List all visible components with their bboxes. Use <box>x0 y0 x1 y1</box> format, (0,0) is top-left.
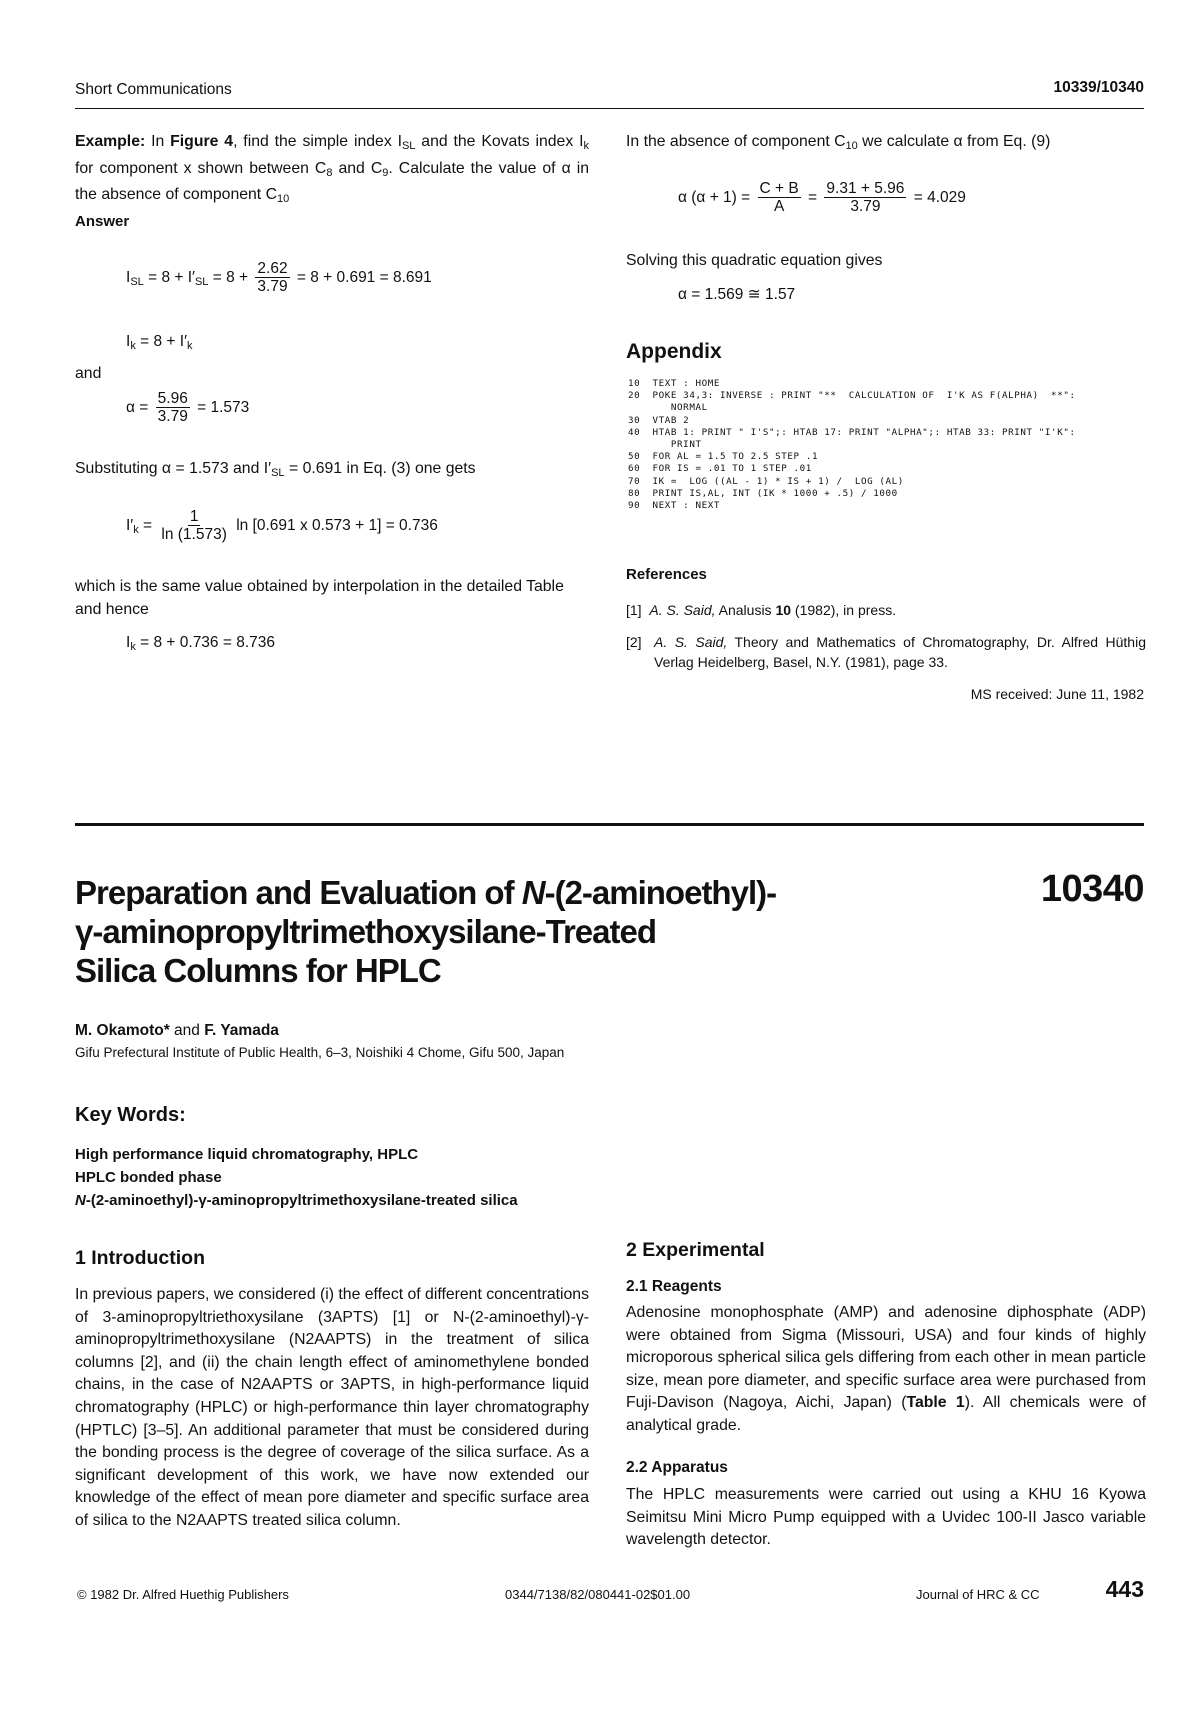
text: Adenosine monophosphate (AMP) and adenosine diphosphate (ADP) were obtained from Sigma (Missouri, USA) and four kinds of highly microporous spherical silica gels differing from each other in mean particle size, mean pore diameter, and specific surface area were purchased from Fuji-Davison (Nagoya, Aichi, Japan) ( <box>626 1304 1146 1412</box>
denominator: A <box>773 198 785 215</box>
eq-term: I <box>126 333 131 350</box>
ref-volume: 10 <box>775 602 792 618</box>
fraction <box>758 180 801 216</box>
interpolation-text: which is the same value obtained by interpolation in the detailed Table and hence <box>75 578 564 618</box>
subsection-reagents-title: 2.1 Reagents <box>626 1278 722 1295</box>
keyword-italic: N <box>75 1192 86 1209</box>
introduction-text: In previous papers, we considered (i) the effect of different concentrations of 3-aminopropyltriethoxysilane (3APTS) [1] or N-(2-aminoethyl)-γ-aminopropyltrimethoxysilane (N2AAPTS) in the treatment of silica columns [2], and (ii) the chain length effect of aminomethylene bonded chains, in the case of N2AAPTS or 3APTS, in high-performance liquid chromatography (HPLC) or high-performance thin layer chromatography (HPTLC) [3–5]. An additional parameter that must be considered during the bonding process is the degree of coverage of the silica surface. As a significant development of this work, we have now extended our knowledge of the effect of mean pore diameter and specific surface area of silica to the N2AAPTS treated silica column. <box>75 1286 589 1529</box>
apparatus-text: The HPLC measurements were carried out using a KHU 16 Kyowa Seimitsu Mini Micro Pump equipped with a Uvidec 100-II Jasco variable wavelength detector. <box>626 1486 1146 1549</box>
article-title <box>75 873 975 990</box>
solving-text: Solving this quadratic equation gives <box>626 252 883 269</box>
numerator: 2.62 <box>257 260 288 277</box>
equation-ik-prime <box>126 508 438 544</box>
subscript: k <box>583 140 589 152</box>
ms-received: MS received: June 11, 1982 <box>970 686 1144 702</box>
eq-term: = 8 + 0.736 = 8.736 <box>135 634 276 651</box>
example-text: and C <box>332 159 383 177</box>
example-text: and the Kovats index I <box>415 133 584 150</box>
text: we calculate α from Eq. (9) <box>857 133 1051 150</box>
subscript: k <box>130 340 136 352</box>
title-line-3: Silica Columns for HPLC <box>75 952 441 989</box>
equation-ik-final <box>126 634 275 653</box>
text: = 0.691 in Eq. (3) one gets <box>284 460 476 477</box>
author-2: F. Yamada <box>204 1022 279 1039</box>
denominator: 3.79 <box>157 408 188 425</box>
equation-isl <box>126 260 432 296</box>
eq-term: = 8 + 0.691 = 8.691 <box>296 269 432 287</box>
subscript: 10 <box>276 193 290 206</box>
answer-label: Answer <box>75 213 130 230</box>
eq-term: I′ <box>126 517 134 535</box>
subscript: 9 <box>382 166 389 179</box>
example-label: Example: <box>75 133 146 150</box>
article-rule <box>75 823 1144 826</box>
figure-ref: Figure 4 <box>170 133 234 150</box>
appendix-title: Appendix <box>626 340 722 363</box>
numerator: C + B <box>759 180 799 197</box>
eq-term: = <box>138 517 153 535</box>
text: ). All chemicals were of analytical grade. <box>626 1394 1146 1434</box>
numerator: 1 <box>189 508 199 525</box>
keyword <box>75 1189 675 1212</box>
denominator: 3.79 <box>850 198 881 215</box>
absence-text <box>626 131 1146 158</box>
subscript: 8 <box>326 166 333 179</box>
footer-journal: Journal of HRC & CC <box>916 1587 1040 1602</box>
subscript: SL <box>194 276 209 289</box>
subscript: k <box>133 524 139 537</box>
substituting-text <box>75 458 589 485</box>
fraction <box>824 180 906 216</box>
eq-term: I <box>126 634 131 651</box>
subsection-apparatus-title: 2.2 Apparatus <box>626 1459 728 1476</box>
equation-alpha-result: α = 1.569 ≅ 1.57 <box>678 286 796 303</box>
author-star: * <box>163 1022 170 1039</box>
keyword-text: -(2-aminoethyl)-γ-aminopropyltrimethoxysilane-treated silica <box>85 1192 518 1209</box>
example-text: , find the simple index I <box>233 133 402 150</box>
text: Substituting α = 1.573 and I′ <box>75 460 272 477</box>
running-header-number: 10339/10340 <box>1053 79 1144 96</box>
eq-term: = 4.029 <box>913 189 966 207</box>
eq-term: = 8 + I′ <box>135 333 187 350</box>
basic-program-listing: 10 TEXT : HOME 20 POKE 34,3: INVERSE : PRINT "** CALCULATION OF I'K AS F(ALPHA) **": NORMAL 30 VTAB 2 40 HTAB 1: PRINT " I'S";: HTAB 17: PRINT "ALPHA";: HTAB 33: PRINT "I'K": PRINT 50 FOR AL = 1.5 TO 2.5 STEP .1 60 FOR IS = .01 TO 1 STEP .01 70 IK = LOG ((AL - 1) * IS + 1) / LOG (AL) 80 PRINT IS,AL, INT (IK * 1000 + .5) / 1000 90 NEXT : NEXT <box>628 378 1076 512</box>
eq-term: α (α + 1) = <box>678 189 751 207</box>
subscript: k <box>186 340 193 352</box>
eq-term: = 8 + <box>208 269 249 287</box>
reference-1 <box>626 600 1146 620</box>
eq-term: I <box>126 269 131 287</box>
equation-alpha <box>126 390 249 426</box>
ref-text: Theory and Mathematics of Chromatography, Dr. Alfred Hüthig Verlag Heidelberg, Basel, N.Y. (1981), page 33. <box>654 634 1146 670</box>
equation-ik <box>126 333 192 352</box>
numerator: 5.96 <box>157 390 188 407</box>
example-paragraph <box>75 131 589 211</box>
page-number: 443 <box>1105 1576 1144 1602</box>
ref-text: (1982), in press. <box>791 602 897 618</box>
subscript: SL <box>130 276 144 289</box>
numerator: 9.31 + 5.96 <box>826 180 905 197</box>
subscript: SL <box>401 140 416 152</box>
subscript: SL <box>271 467 285 479</box>
ref-number: [1] <box>626 602 642 618</box>
fraction <box>156 390 190 426</box>
equation-quadratic <box>678 180 966 216</box>
example-text: In <box>145 133 171 150</box>
title-text: Preparation and Evaluation of <box>75 874 522 911</box>
article-number: 10340 <box>1040 868 1144 910</box>
ref-author: A. S. Said, <box>649 602 716 618</box>
eq-term: = <box>808 189 818 207</box>
title-italic: N <box>521 874 545 911</box>
example-text: . Calculate the value of α in the absence of component C <box>75 159 590 204</box>
keywords-list <box>75 1143 675 1212</box>
fraction <box>159 508 228 544</box>
footer-code: 0344/7138/82/080441-02$01.00 <box>505 1587 691 1602</box>
text: In the absence of component C <box>626 133 846 150</box>
author-separator: and <box>169 1022 205 1039</box>
affiliation: Gifu Prefectural Institute of Public Health, 6–3, Noishiki 4 Chome, Gifu 500, Japan <box>75 1045 565 1060</box>
keyword: High performance liquid chromatography, HPLC <box>75 1146 419 1163</box>
keyword: HPLC bonded phase <box>75 1169 222 1186</box>
subscript: k <box>130 641 136 653</box>
ref-number: [2] <box>626 634 642 650</box>
fraction <box>255 260 289 296</box>
denominator: ln (1.573) <box>161 526 227 543</box>
title-line-1 <box>75 873 975 912</box>
ref-body <box>654 632 1146 672</box>
ref-text: Analusis <box>715 602 776 618</box>
title-text: -(2-aminoethyl)- <box>544 874 777 911</box>
eq-term: α = <box>126 399 149 417</box>
footer-copyright: © 1982 Dr. Alfred Huethig Publishers <box>77 1587 289 1602</box>
title-line-2: γ-aminopropyltrimethoxysilane-Treated <box>75 913 656 950</box>
reference-2 <box>626 632 1146 672</box>
section-introduction-title: 1 Introduction <box>75 1247 205 1269</box>
authors <box>75 1022 279 1040</box>
eq-term: = 8 + I′ <box>143 269 195 287</box>
eq-term: = 1.573 <box>197 399 250 417</box>
ref-author: A. S. Said, <box>654 634 728 650</box>
section-experimental-title: 2 Experimental <box>626 1239 765 1261</box>
table-ref: Table 1 <box>906 1394 965 1412</box>
example-text: for component x shown between C <box>75 159 327 177</box>
running-header-section: Short Communications <box>75 81 232 98</box>
reagents-text <box>626 1302 1146 1438</box>
eq-term: ln [0.691 x 0.573 + 1] = 0.736 <box>236 517 438 535</box>
author-1: M. Okamoto <box>75 1022 164 1039</box>
header-rule <box>75 108 1144 109</box>
keywords-title: Key Words: <box>75 1104 186 1126</box>
and-label: and <box>75 365 102 382</box>
denominator: 3.79 <box>257 278 288 295</box>
references-title: References <box>626 566 707 583</box>
subscript: 10 <box>845 140 858 152</box>
